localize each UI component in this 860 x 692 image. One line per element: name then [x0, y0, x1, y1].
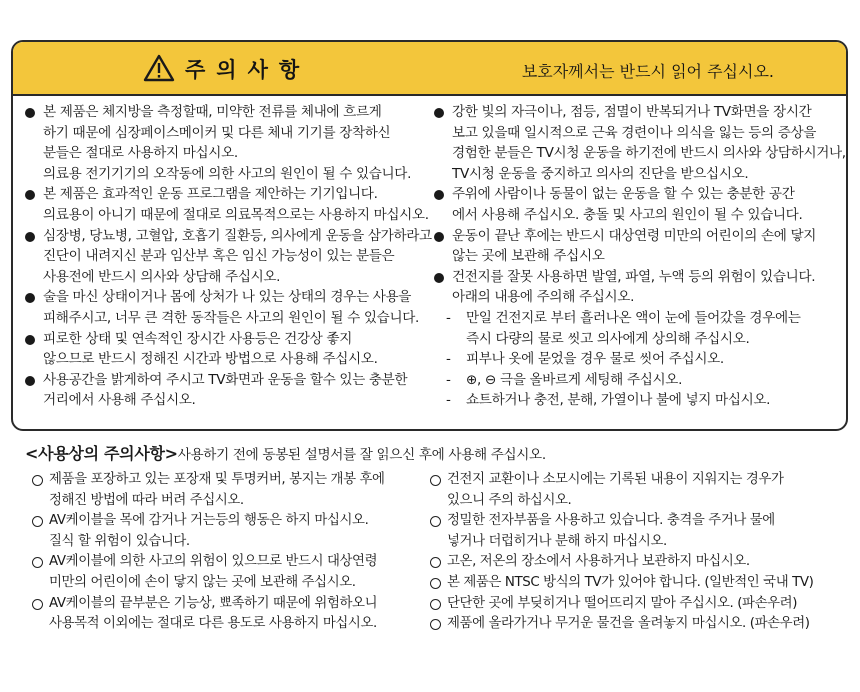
usage-right-list	[428, 470, 848, 635]
caution-line: 심장병, 당뇨병, 고혈압, 호흡기 질환등, 의사에게 운동을 삼가하라고	[43, 227, 432, 244]
dash-bullet: -	[446, 392, 451, 409]
usage-header	[25, 441, 546, 464]
left-caution-list	[25, 102, 431, 411]
circle-bullet-icon	[32, 599, 43, 610]
usage-line: 있으니 주의 하십시오.	[447, 492, 572, 508]
usage-line: 제품을 포장하고 있는 포장재 및 투명커버, 봉지는 개봉 후에	[49, 472, 385, 487]
circle-bullet-icon	[430, 557, 441, 568]
battery-subitem	[434, 308, 842, 349]
caution-line: 의료용 전기기기의 오작동에 의한 사고의 원인이 될 수 있습니다.	[43, 165, 412, 182]
dash-bullet: -	[446, 351, 451, 368]
usage-line: 정밀한 전자부품을 사용하고 있습니다. 충격을 주거나 물에	[447, 513, 775, 529]
caution-line: 본 제품은 효과적인 운동 프로그램을 제안하는 기기입니다.	[43, 186, 378, 203]
caution-item	[434, 102, 846, 184]
caution-banner	[13, 42, 846, 96]
battery-subitem	[434, 370, 842, 391]
caution-line: 사용전에 반드시 의사와 상담해 주십시오.	[43, 268, 281, 285]
circle-bullet-icon	[32, 557, 43, 568]
usage-title: <사용상의 주의사항>	[25, 444, 178, 463]
usage-item	[428, 470, 848, 511]
caution-panel	[11, 40, 848, 431]
battery-subitem	[434, 349, 842, 370]
usage-line: 질식 할 위험이 있습니다.	[49, 533, 190, 549]
battery-line: 쇼트하거나 충전, 분해, 가열이나 불에 넣지 마십시오.	[466, 392, 771, 409]
caution-item	[25, 184, 431, 225]
circle-bullet-icon	[32, 516, 43, 527]
caution-line: 의료용이 아니기 때문에 절대로 의료목적으로는 사용하지 마십시오.	[43, 206, 429, 223]
bullet-icon	[25, 335, 35, 345]
bullet-icon	[25, 232, 35, 242]
caution-item	[25, 102, 431, 184]
caution-item	[434, 226, 842, 267]
circle-bullet-icon	[430, 475, 441, 486]
usage-description: 사용하기 전에 동봉된 설명서를 잘 읽으신 후에 사용해 주십시오.	[177, 447, 546, 463]
caution-line: 하기 때문에 심장페이스메이커 및 다른 체내 기기를 장착하신	[43, 124, 391, 141]
usage-line: 정해진 방법에 따라 버려 주십시오.	[49, 492, 244, 508]
usage-item	[428, 552, 848, 573]
dash-bullet: -	[446, 309, 451, 326]
usage-line: AV케이블을 목에 감거나 거는등의 행동은 하지 마십시오.	[49, 513, 369, 529]
caution-line: 에서 사용해 주십시오. 충돌 및 사고의 원인이 될 수 있습니다.	[452, 206, 803, 223]
bullet-icon	[25, 190, 35, 200]
usage-left-list	[30, 470, 425, 635]
usage-line: 제품에 올라가거나 무거운 물건을 올려놓지 마십시오. (파손우려)	[447, 616, 810, 632]
bullet-icon	[25, 293, 35, 303]
usage-line: 단단한 곳에 부딪히거나 떨어뜨리지 말아 주십시오. (파손우려)	[447, 595, 798, 611]
battery-line: 즉시 다량의 물로 씻고 의사에게 상의해 주십시오.	[466, 330, 750, 347]
caution-line: 거리에서 사용해 주십시오.	[43, 392, 196, 409]
caution-line: 주위에 사람이나 동물이 없는 운동을 할 수 있는 충분한 공간	[452, 186, 795, 203]
caution-line: 사용공간을 밝게하여 주시고 TV화면과 운동을 할수 있는 충분한	[43, 371, 408, 388]
battery-line: 피부나 옷에 묻었을 경우 물로 씻어 주십시오.	[466, 351, 724, 368]
caution-line: 건전지를 잘못 사용하면 발열, 파열, 누액 등의 위험이 있습니다.	[452, 268, 816, 285]
caution-line: 피로한 상태 및 연속적인 장시간 사용등은 건강상 좋지	[43, 330, 352, 347]
caution-line: 본 제품은 체지방을 측정할때, 미약한 전류를 체내에 흐르게	[43, 104, 382, 120]
usage-line: AV케이블에 의한 사고의 위험이 있으므로 반드시 대상연령	[49, 554, 378, 570]
caution-item	[25, 226, 431, 288]
circle-bullet-icon	[32, 475, 43, 486]
usage-item	[30, 511, 425, 552]
right-caution-list	[434, 102, 846, 411]
battery-line: 만일 건전지로 부터 흘러나온 액이 눈에 들어갔을 경우에는	[466, 309, 801, 326]
usage-item	[428, 511, 848, 552]
caution-item	[25, 329, 431, 370]
circle-bullet-icon	[430, 578, 441, 589]
usage-item	[30, 594, 425, 635]
usage-item	[30, 552, 425, 593]
warning-triangle-icon	[143, 54, 175, 82]
usage-line: 넣거나 더럽히거나 분해 하지 마십시오.	[447, 533, 667, 549]
caution-line: 않는 곳에 보관해 주십시오	[452, 248, 605, 265]
bullet-icon	[434, 232, 444, 242]
caution-line: 술을 마신 상태이거나 몸에 상처가 나 있는 상태의 경우는 사용을	[43, 289, 412, 306]
caution-line: 강한 빛의 자극이나, 점등, 점멸이 반복되거나 TV화면을 장시간	[452, 104, 812, 120]
dash-bullet: -	[446, 371, 451, 388]
bullet-icon	[434, 190, 444, 200]
usage-line: 미만의 어린이에 손이 닿지 않는 곳에 보관해 주십시오.	[49, 574, 356, 590]
caution-item-battery	[434, 267, 842, 308]
usage-item	[428, 594, 848, 615]
usage-line: AV케이블의 끝부분은 기능상, 뾰족하기 때문에 위험하오니	[49, 595, 378, 611]
bullet-icon	[434, 273, 444, 283]
usage-item	[428, 573, 848, 594]
circle-bullet-icon	[430, 619, 441, 630]
usage-item	[428, 614, 848, 635]
bullet-icon	[434, 108, 444, 118]
caution-subtitle: 보호자께서는 반드시 읽어 주십시오.	[521, 62, 774, 81]
battery-subitem	[434, 390, 842, 411]
usage-item	[30, 470, 425, 511]
usage-line: 사용목적 이외에는 절대로 다른 용도로 사용하지 마십시오.	[49, 616, 377, 632]
caution-item	[434, 184, 842, 225]
circle-bullet-icon	[430, 599, 441, 610]
caution-line: 경험한 분들은 TV시청 운동을 하기전에 반드시 의사와 상담하시거나,	[452, 145, 846, 162]
battery-line: ⊕, ⊖ 극을 올바르게 세팅해 주십시오.	[466, 371, 683, 388]
caution-line: TV시청 운동을 중지하고 의사의 진단을 받으십시오.	[452, 165, 749, 182]
caution-line: 분들은 절대로 사용하지 마십시오.	[43, 145, 238, 162]
caution-line: 아래의 내용에 주의해 주십시오.	[452, 289, 635, 306]
caution-line: 않으므로 반드시 정해진 시간과 방법으로 사용해 주십시오.	[43, 351, 378, 368]
caution-line: 보고 있을때 일시적으로 근육 경련이나 의식을 잃는 등의 증상을	[452, 124, 817, 141]
caution-line: 피해주시고, 너무 큰 격한 동작들은 사고의 원인이 될 수 있습니다.	[43, 309, 420, 326]
caution-title: 주의사항	[185, 58, 311, 82]
circle-bullet-icon	[430, 516, 441, 527]
caution-item	[25, 287, 431, 328]
usage-line: 고온, 저온의 장소에서 사용하거나 보관하지 마십시오.	[447, 554, 750, 570]
caution-item	[25, 370, 431, 411]
usage-line: 본 제품은 NTSC 방식의 TV가 있어야 합니다. (일반적인 국내 TV)	[447, 574, 814, 590]
caution-line: 진단이 내려지신 분과 임산부 혹은 임신 가능성이 있는 분들은	[43, 248, 395, 265]
caution-line: 운동이 끝난 후에는 반드시 대상연령 미만의 어린이의 손에 닿지	[452, 227, 817, 244]
usage-line: 건전지 교환이나 소모시에는 기록된 내용이 지워지는 경우가	[447, 472, 784, 487]
bullet-icon	[25, 108, 35, 118]
bullet-icon	[25, 376, 35, 386]
